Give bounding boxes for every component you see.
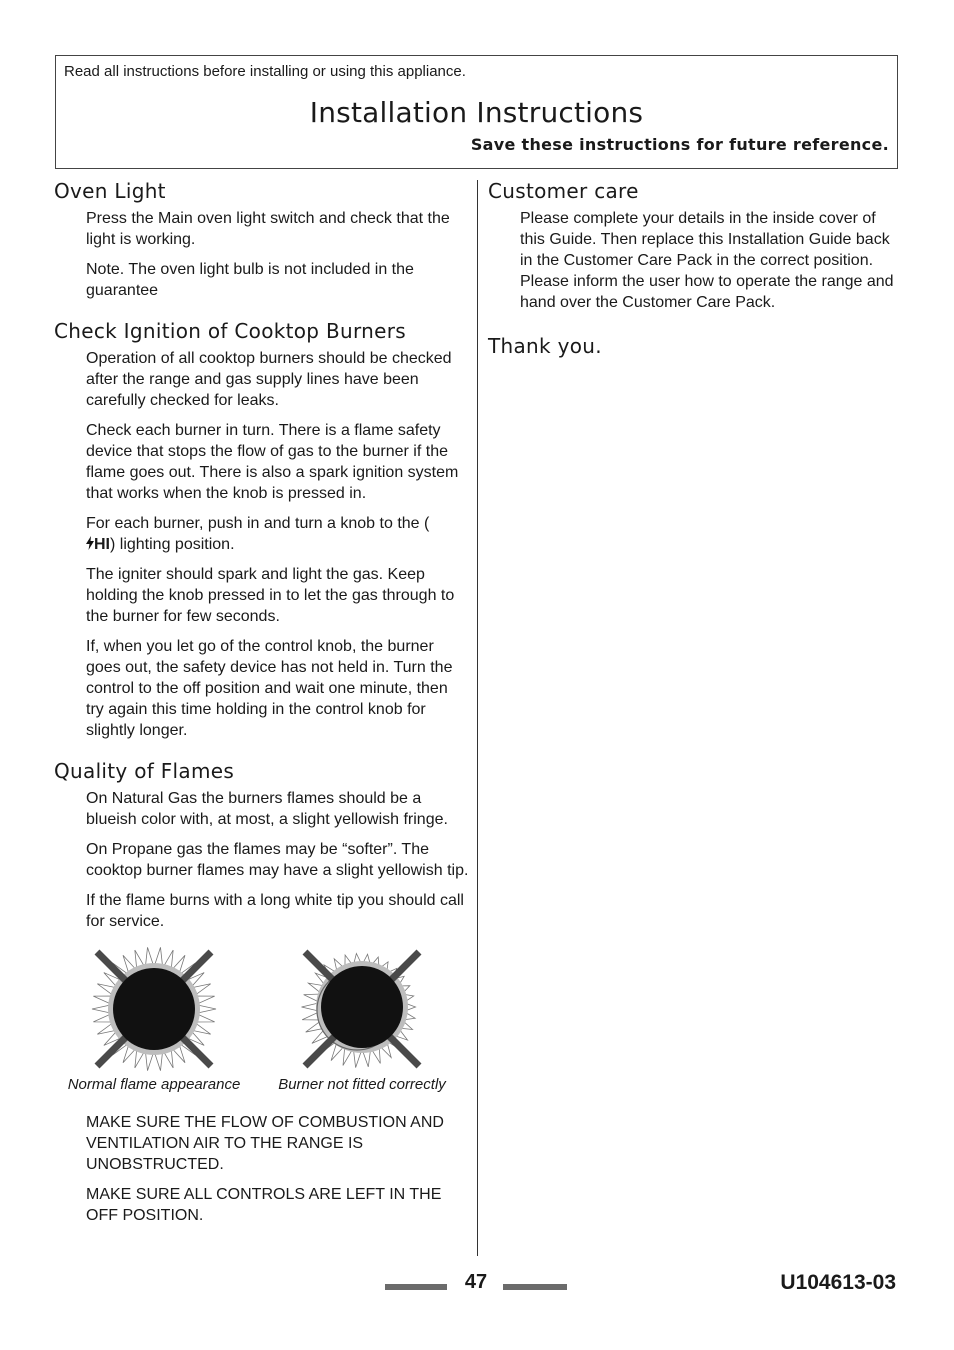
document-code: U104613-03 — [780, 1271, 896, 1294]
warning-controls-off: MAKE SURE ALL CONTROLS ARE LEFT IN THE OFF POSITION. — [86, 1186, 442, 1224]
ignition-paragraph-2: Check each burner in turn. There is a flame safety device that stops the flow of gas to the burner if the flame goes out. There is also a spark ignition system that works when the knob is pressed in. — [86, 422, 459, 502]
ignition-paragraph-1: Operation of all cooktop burners should be checked after the range and gas supply lines have been carefully checked for leaks. — [86, 350, 452, 409]
header-box — [55, 55, 898, 169]
section-flames — [54, 758, 469, 1226]
customer-care-paragraph: Please complete your details in the inside cover of this Guide. Then replace this Installation Guide back in the Customer Care Pack in the correct position. Please inform the user how to operate the range and hand over the Customer Care Pack. — [520, 210, 894, 311]
heading-ignition: Check Ignition of Cooktop Burners — [54, 319, 406, 343]
ignition-paragraph-5: If, when you let go of the control knob, the burner goes out, the safety device has not held in. Turn the control to the off position and wait one minute, then try again this time holding in the control knob for slightly longer. — [86, 638, 453, 739]
flames-paragraph-2: On Propane gas the flames may be “softer”. The cooktop burner flames may have a slight yellowish tip. — [86, 841, 469, 879]
header-note: Read all instructions before installing or using this appliance. — [64, 63, 466, 80]
page-number: 47 — [464, 1271, 488, 1293]
hi-setting-label: HI — [94, 536, 110, 553]
left-column — [54, 178, 469, 1243]
heading-oven-light: Oven Light — [54, 179, 166, 203]
ignition-p3-text-before: For each burner, push in and turn a knob to the ( — [86, 515, 430, 532]
footer-bar-left — [385, 1284, 447, 1290]
figure-normal-flame — [54, 944, 254, 1093]
ignition-p3-text-after: ) lighting position. — [110, 536, 235, 553]
section-customer-care — [488, 178, 902, 313]
save-instructions-note: Save these instructions for future reference. — [470, 135, 889, 154]
page-title: Installation Instructions — [309, 96, 644, 129]
right-column — [488, 178, 902, 359]
figure-incorrect-burner — [262, 944, 462, 1093]
column-divider — [477, 180, 478, 1256]
flame-figures — [54, 944, 469, 1104]
heading-flames: Quality of Flames — [54, 759, 235, 783]
lightning-bolt-icon — [86, 536, 94, 550]
ignition-paragraph-3 — [86, 513, 469, 555]
flames-paragraph-3: If the flame burns with a long white tip you should call for service. — [86, 892, 464, 930]
burner-normal-flame-icon — [89, 944, 219, 1074]
caption-normal-flame: Normal flame appearance — [67, 1076, 241, 1093]
section-ignition — [54, 318, 469, 741]
thank-you: Thank you. — [488, 334, 602, 358]
section-oven-light — [54, 178, 469, 301]
burner-not-fitted-icon — [297, 944, 427, 1074]
heading-customer-care: Customer care — [488, 179, 639, 203]
footer-bar-right — [503, 1284, 567, 1290]
ignition-paragraph-4: The igniter should spark and light the gas. Keep holding the knob pressed in to let the gas through to the burner for few seconds. — [86, 566, 455, 625]
caption-incorrect-burner: Burner not fitted correctly — [278, 1076, 446, 1093]
oven-light-note: Note. The oven light bulb is not included in the guarantee — [86, 261, 414, 299]
flames-paragraph-1: On Natural Gas the burners flames should be a blueish color with, at most, a slight yellowish fringe. — [86, 790, 448, 828]
oven-light-paragraph: Press the Main oven light switch and check that the light is working. — [86, 210, 450, 248]
warning-airflow: MAKE SURE THE FLOW OF COMBUSTION AND VENTILATION AIR TO THE RANGE IS UNOBSTRUCTED. — [86, 1114, 444, 1173]
